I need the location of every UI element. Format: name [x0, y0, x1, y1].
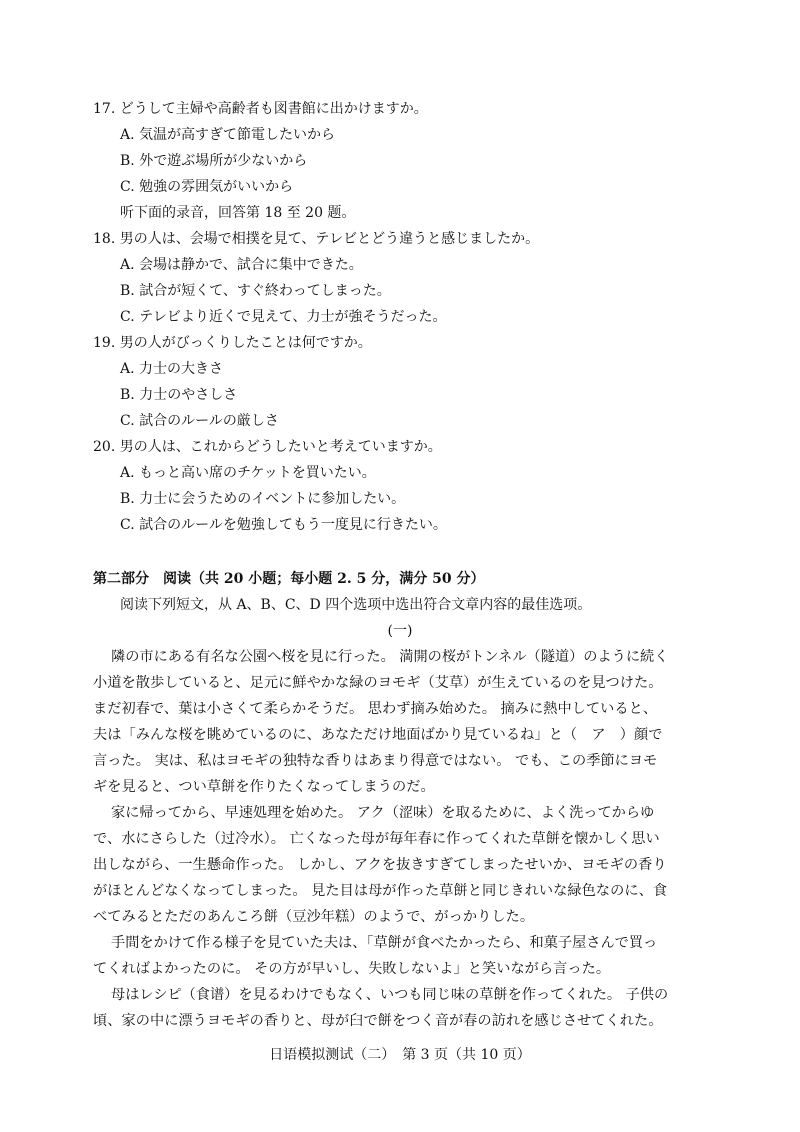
passage-number: (一) — [387, 623, 413, 639]
passage-line: 小道を散歩していると、足元に鮮やかな緑のヨモギ（艾草）が生えているのを見つけた。 — [93, 675, 663, 691]
question-18-option-b: B. 試合が短くて、すぐ終わってしまった。 — [120, 283, 391, 299]
question-20-option-a: A. もっと高い席のチケットを買いたい。 — [120, 465, 376, 481]
question-20-option-b: B. 力士に会うためのイベントに参加したい。 — [120, 491, 406, 507]
passage-line: で、水にさらした（过冷水）。 亡くなった母が毎年春に作ってくれた草餅を懐かしく思い — [93, 831, 660, 847]
question-19-stem: 19. 男の人がびっくりしたことは何ですか。 — [93, 335, 372, 351]
page-footer: 日语模拟测试（二） 第 3 页（共 10 页） — [269, 1047, 531, 1063]
question-17-option-a: A. 気温が高すぎて節電したいから — [120, 127, 336, 143]
passage-line: がほとんどなくなってしまった。 見た目は母が作った草餅と同じきれいな緑色なのに、食 — [93, 883, 668, 899]
section-2-instruction: 阅读下列短文，从 A、B、C、D 四个选项中选出符合文章内容的最佳选项。 — [120, 597, 592, 613]
passage-line: 頃、家の中に漂うヨモギの香りと、母が臼で餅をつく音が春の訪れを感じさせてくれた。 — [93, 1013, 663, 1029]
question-20-option-c: C. 試合のルールを勉強してもう一度見に行きたい。 — [120, 517, 447, 533]
passage-line: 出しながら、一生懸命作った。 しかし、アクを抜きすぎてしまったせいか、ヨモギの香り — [93, 857, 667, 873]
passage-line: 隣の市にある有名な公園へ桜を見に行った。 満開の桜がトンネル（隧道）のように続く — [111, 649, 669, 665]
question-19-option-b: B. 力士のやさしさ — [120, 387, 238, 403]
question-17-option-b: B. 外で遊ぶ場所が少ないから — [120, 153, 308, 169]
passage-line: てくればよかったのに。 その方が早いし、失敗しないよ」と笑いながら言った。 — [93, 961, 611, 977]
question-18-option-c: C. テレビより近くで見えて、力士が強そうだった。 — [120, 309, 447, 325]
passage-line: 言った。 実は、私はヨモギの独特な香りはあまり得意ではない。 でも、この季節にヨモ — [93, 753, 658, 769]
section-2-title: 第二部分 阅读（共 20 小题；每小题 2. 5 分，满分 50 分） — [93, 571, 485, 587]
passage-line: ギを見ると、つい草餅を作りたくなってしまうのだ。 — [93, 779, 435, 795]
passage-line: 家に帰ってから、早速処理を始めた。 アク（涩味）を取るために、よく洗ってからゆ — [111, 805, 655, 821]
question-17-stem: 17. どうして主婦や高齢者も図書館に出かけますか。 — [93, 101, 428, 117]
question-20-stem: 20. 男の人は、これからどうしたいと考えていますか。 — [93, 439, 442, 455]
passage-line: 母はレシピ（食谱）を見るわけでもなく、いつも同じ味の草餅を作ってくれた。 子供の — [111, 987, 669, 1003]
question-17-option-c: C. 勉強の雰囲気がいいから — [120, 179, 294, 195]
listening-instruction: 听下面的录音，回答第 18 至 20 题。 — [120, 205, 356, 221]
question-18-option-a: A. 会場は静かで、試合に集中できた。 — [120, 257, 363, 273]
passage-line: まだ初春で、葉は小さくて柔らかそうだ。 思わず摘み始めた。 摘みに熱中していると、 — [93, 701, 658, 717]
question-18-stem: 18. 男の人は、会場で相撲を見て、テレビとどう違うと感じましたか。 — [93, 231, 540, 247]
passage-line: 夫は「みんな桜を眺めているのに、あなただけ地面ばかり見ているね」と（ ア ）顔で — [93, 727, 663, 743]
question-19-option-a: A. 力士の大きさ — [120, 361, 224, 377]
question-19-option-c: C. 試合のルールの厳しさ — [120, 413, 279, 429]
passage-line: 手間をかけて作る様子を見ていた夫は、「草餅が食べたかったら、和菓子屋さんで買っ — [111, 935, 658, 951]
passage-line: べてみるとただのあんころ餅（豆沙年糕）のようで、がっかりした。 — [93, 909, 535, 925]
